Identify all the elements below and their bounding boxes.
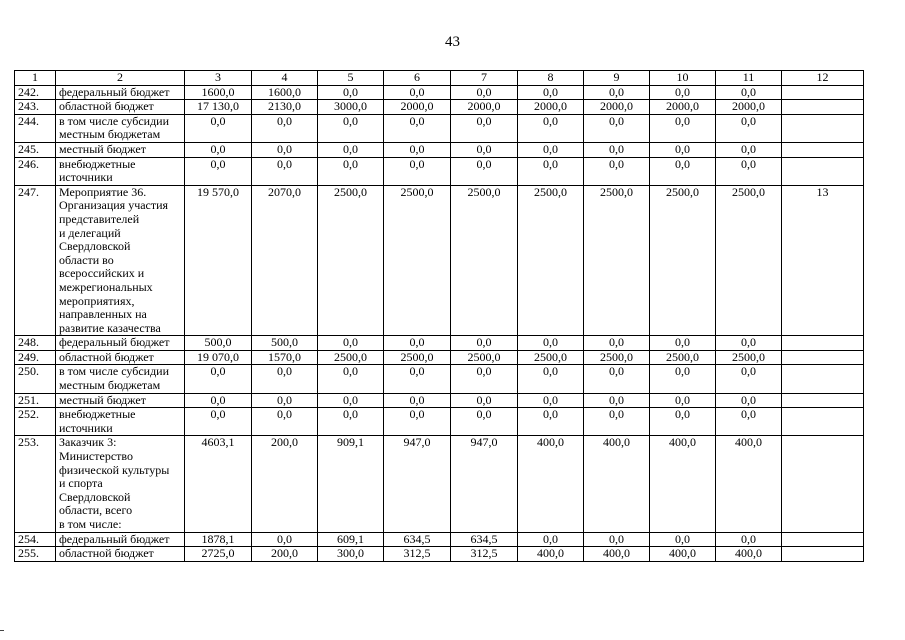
target-reference: [782, 436, 864, 532]
table-row: [15, 365, 864, 393]
row-number: 249.: [15, 350, 56, 365]
value-cell: 1878,1: [185, 532, 252, 547]
value-cell: 2000,0: [716, 100, 782, 115]
target-reference: 13: [782, 185, 864, 336]
target-reference: [782, 100, 864, 115]
value-cell: 2500,0: [451, 185, 518, 336]
value-cell: 0,0: [384, 393, 451, 408]
value-cell: 0,0: [318, 393, 384, 408]
scan-mark: [0, 630, 4, 631]
value-cell: 2500,0: [384, 185, 451, 336]
value-cell: 609,1: [318, 532, 384, 547]
value-cell: 19 070,0: [185, 350, 252, 365]
value-cell: 0,0: [252, 393, 318, 408]
value-cell: 1600,0: [252, 85, 318, 100]
value-cell: 0,0: [518, 85, 584, 100]
value-cell: 0,0: [584, 114, 650, 142]
value-cell: 0,0: [518, 365, 584, 393]
value-cell: 0,0: [185, 393, 252, 408]
value-cell: 2500,0: [518, 185, 584, 336]
value-cell: 0,0: [518, 408, 584, 436]
value-cell: 17 130,0: [185, 100, 252, 115]
value-cell: 400,0: [518, 436, 584, 532]
value-cell: 0,0: [252, 532, 318, 547]
table-row: [15, 85, 864, 100]
value-cell: 0,0: [650, 365, 716, 393]
row-name: федеральный бюджет: [56, 532, 185, 547]
table-row: [15, 408, 864, 436]
budget-table: [14, 70, 864, 562]
value-cell: 2500,0: [584, 185, 650, 336]
value-cell: 0,0: [650, 408, 716, 436]
value-cell: 500,0: [185, 336, 252, 351]
value-cell: 0,0: [584, 85, 650, 100]
row-number: 247.: [15, 185, 56, 336]
table-row: [15, 142, 864, 157]
value-cell: 0,0: [185, 157, 252, 185]
row-name: областной бюджет: [56, 100, 185, 115]
value-cell: 4603,1: [185, 436, 252, 532]
target-reference: [782, 393, 864, 408]
column-number: 5: [318, 71, 384, 86]
value-cell: 0,0: [650, 157, 716, 185]
value-cell: 0,0: [451, 408, 518, 436]
row-name: внебюджетные источники: [56, 408, 185, 436]
value-cell: 400,0: [584, 547, 650, 562]
value-cell: 0,0: [384, 157, 451, 185]
column-number: 8: [518, 71, 584, 86]
value-cell: 200,0: [252, 547, 318, 562]
value-cell: 0,0: [185, 114, 252, 142]
column-number: 12: [782, 71, 864, 86]
value-cell: 400,0: [650, 436, 716, 532]
value-cell: 0,0: [716, 336, 782, 351]
value-cell: 400,0: [716, 547, 782, 562]
value-cell: 3000,0: [318, 100, 384, 115]
target-reference: [782, 114, 864, 142]
value-cell: 1600,0: [185, 85, 252, 100]
row-number: 243.: [15, 100, 56, 115]
value-cell: 0,0: [318, 408, 384, 436]
value-cell: 0,0: [650, 142, 716, 157]
value-cell: 0,0: [384, 365, 451, 393]
value-cell: 0,0: [584, 336, 650, 351]
value-cell: 200,0: [252, 436, 318, 532]
value-cell: 300,0: [318, 547, 384, 562]
value-cell: 0,0: [384, 85, 451, 100]
value-cell: 0,0: [716, 85, 782, 100]
value-cell: 2500,0: [318, 350, 384, 365]
row-number: 251.: [15, 393, 56, 408]
row-name: Мероприятие 36. Организация участия представителей и делегаций Свердловской области во всероссийских и межрегиональных мероприятиях, направленных на развитие казачества: [56, 185, 185, 336]
value-cell: 2000,0: [584, 100, 650, 115]
value-cell: 2725,0: [185, 547, 252, 562]
value-cell: 0,0: [252, 365, 318, 393]
value-cell: 2070,0: [252, 185, 318, 336]
value-cell: 0,0: [451, 142, 518, 157]
value-cell: 947,0: [384, 436, 451, 532]
target-reference: [782, 157, 864, 185]
column-number: 2: [56, 71, 185, 86]
value-cell: 0,0: [716, 393, 782, 408]
value-cell: 312,5: [384, 547, 451, 562]
value-cell: 0,0: [584, 365, 650, 393]
value-cell: 0,0: [584, 532, 650, 547]
value-cell: 0,0: [518, 157, 584, 185]
value-cell: 2500,0: [650, 350, 716, 365]
value-cell: 0,0: [650, 114, 716, 142]
value-cell: 0,0: [252, 142, 318, 157]
row-name: федеральный бюджет: [56, 336, 185, 351]
column-number: 4: [252, 71, 318, 86]
value-cell: 0,0: [518, 114, 584, 142]
value-cell: 0,0: [318, 114, 384, 142]
value-cell: 0,0: [518, 142, 584, 157]
value-cell: 0,0: [318, 85, 384, 100]
target-reference: [782, 547, 864, 562]
value-cell: 0,0: [384, 408, 451, 436]
value-cell: 0,0: [384, 142, 451, 157]
value-cell: 0,0: [451, 336, 518, 351]
value-cell: 0,0: [518, 532, 584, 547]
column-number: 1: [15, 71, 56, 86]
row-name: Заказчик 3: Министерство физической культуры и спорта Свердловской области, всего в том числе:: [56, 436, 185, 532]
row-name: в том числе субсидии местным бюджетам: [56, 365, 185, 393]
value-cell: 2500,0: [584, 350, 650, 365]
value-cell: 0,0: [185, 365, 252, 393]
target-reference: [782, 365, 864, 393]
value-cell: 909,1: [318, 436, 384, 532]
value-cell: 312,5: [451, 547, 518, 562]
row-number: 245.: [15, 142, 56, 157]
table-row: [15, 547, 864, 562]
value-cell: 0,0: [451, 85, 518, 100]
value-cell: 2000,0: [518, 100, 584, 115]
value-cell: 2500,0: [318, 185, 384, 336]
value-cell: 634,5: [384, 532, 451, 547]
column-number: 9: [584, 71, 650, 86]
value-cell: 400,0: [650, 547, 716, 562]
value-cell: 0,0: [318, 336, 384, 351]
value-cell: 0,0: [584, 142, 650, 157]
value-cell: 2500,0: [451, 350, 518, 365]
value-cell: 2000,0: [384, 100, 451, 115]
value-cell: 19 570,0: [185, 185, 252, 336]
column-number: 6: [384, 71, 451, 86]
table-row: [15, 157, 864, 185]
value-cell: 0,0: [185, 142, 252, 157]
value-cell: 2500,0: [716, 185, 782, 336]
table-row: [15, 393, 864, 408]
value-cell: 0,0: [650, 85, 716, 100]
row-number: 244.: [15, 114, 56, 142]
value-cell: 500,0: [252, 336, 318, 351]
target-reference: [782, 350, 864, 365]
column-number: 3: [185, 71, 252, 86]
row-name: областной бюджет: [56, 547, 185, 562]
value-cell: 0,0: [716, 114, 782, 142]
row-number: 250.: [15, 365, 56, 393]
header-row: [15, 71, 864, 86]
row-name: в том числе субсидии местным бюджетам: [56, 114, 185, 142]
value-cell: 0,0: [716, 157, 782, 185]
row-number: 253.: [15, 436, 56, 532]
column-number: 10: [650, 71, 716, 86]
row-number: 254.: [15, 532, 56, 547]
row-name: внебюджетные источники: [56, 157, 185, 185]
value-cell: 0,0: [584, 157, 650, 185]
target-reference: [782, 336, 864, 351]
value-cell: 0,0: [252, 157, 318, 185]
value-cell: 2500,0: [384, 350, 451, 365]
table-row: [15, 350, 864, 365]
value-cell: 0,0: [451, 157, 518, 185]
row-name: местный бюджет: [56, 142, 185, 157]
value-cell: 0,0: [384, 336, 451, 351]
value-cell: 0,0: [716, 142, 782, 157]
value-cell: 0,0: [716, 532, 782, 547]
value-cell: 0,0: [518, 336, 584, 351]
value-cell: 947,0: [451, 436, 518, 532]
row-number: 255.: [15, 547, 56, 562]
row-number: 252.: [15, 408, 56, 436]
target-reference: [782, 532, 864, 547]
value-cell: 0,0: [716, 408, 782, 436]
value-cell: 0,0: [451, 114, 518, 142]
value-cell: 2000,0: [451, 100, 518, 115]
value-cell: 0,0: [716, 365, 782, 393]
value-cell: 0,0: [650, 336, 716, 351]
value-cell: 0,0: [451, 365, 518, 393]
row-number: 248.: [15, 336, 56, 351]
value-cell: 0,0: [518, 393, 584, 408]
value-cell: 1570,0: [252, 350, 318, 365]
value-cell: 400,0: [518, 547, 584, 562]
value-cell: 2500,0: [650, 185, 716, 336]
value-cell: 634,5: [451, 532, 518, 547]
value-cell: 0,0: [650, 393, 716, 408]
table-row: [15, 436, 864, 532]
row-name: местный бюджет: [56, 393, 185, 408]
value-cell: 2000,0: [650, 100, 716, 115]
row-name: областной бюджет: [56, 350, 185, 365]
table-row: [15, 185, 864, 336]
value-cell: 0,0: [318, 142, 384, 157]
value-cell: 2500,0: [716, 350, 782, 365]
value-cell: 0,0: [451, 393, 518, 408]
value-cell: 400,0: [584, 436, 650, 532]
table-row: [15, 114, 864, 142]
value-cell: 0,0: [584, 393, 650, 408]
table-row: [15, 100, 864, 115]
value-cell: 0,0: [384, 114, 451, 142]
value-cell: 0,0: [650, 532, 716, 547]
value-cell: 0,0: [252, 114, 318, 142]
column-number: 11: [716, 71, 782, 86]
table-row: [15, 336, 864, 351]
row-number: 246.: [15, 157, 56, 185]
value-cell: 2500,0: [518, 350, 584, 365]
row-number: 242.: [15, 85, 56, 100]
target-reference: [782, 85, 864, 100]
value-cell: 0,0: [252, 408, 318, 436]
value-cell: 2130,0: [252, 100, 318, 115]
value-cell: 400,0: [716, 436, 782, 532]
value-cell: 0,0: [584, 408, 650, 436]
page-number: 43: [445, 34, 460, 50]
value-cell: 0,0: [318, 157, 384, 185]
column-number: 7: [451, 71, 518, 86]
target-reference: [782, 408, 864, 436]
table-row: [15, 532, 864, 547]
value-cell: 0,0: [185, 408, 252, 436]
value-cell: 0,0: [318, 365, 384, 393]
target-reference: [782, 142, 864, 157]
row-name: федеральный бюджет: [56, 85, 185, 100]
